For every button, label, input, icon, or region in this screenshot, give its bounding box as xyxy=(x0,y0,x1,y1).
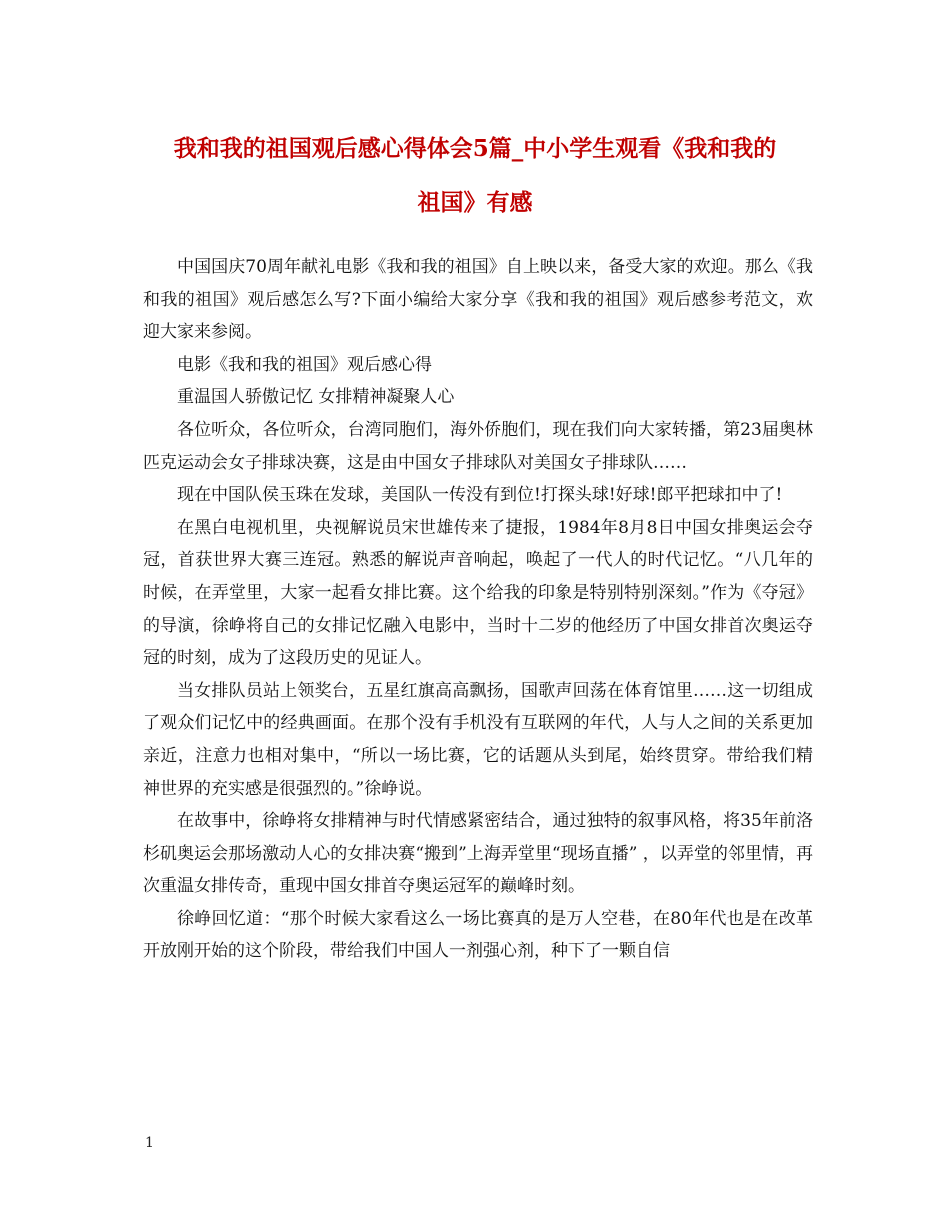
paragraph-serve: 现在中国队侯玉珠在发球，美国队一传没有到位!打探头球!好球!郎平把球扣中了! xyxy=(177,485,783,506)
document-body xyxy=(143,251,813,968)
paragraph-recollection: 徐峥回忆道：“那个时候大家看这么一场比赛真的是万人空巷，在80年代也是在改革开放刚开始的这个阶段，带给我们中国人一剂强心剂，种下了一颗自信 xyxy=(143,908,813,962)
paragraph-heading-2: 重温国人骄傲记忆 女排精神凝聚人心 xyxy=(177,387,455,408)
document-title xyxy=(120,122,830,230)
page-number: 1 xyxy=(145,1135,154,1151)
paragraph-heading-1: 电影《我和我的祖国》观后感心得 xyxy=(177,354,432,375)
paragraph-tv-memory: 在黑白电视机里，央视解说员宋世雄传来了捷报，1984年8月8日中国女排奥运会夺冠，首获世界大赛三连冠。熟悉的解说声音响起，唤起了一代人的时代记忆。“八几年的时候，在弄堂里，大家一起看女排比赛。这个给我的印象是特别特别深刻。”作为《夺冠》的导演，徐峥将自己的女排记忆融入电影中，当时十二岁的他经历了中国女排首次奥运夺冠的时刻，成为了这段历史的见证人。 xyxy=(143,517,813,669)
paragraph-intro: 中国国庆70周年献礼电影《我和我的祖国》自上映以来，备受大家的欢迎。那么《我和我的祖国》观后感怎么写?下面小编给大家分享《我和我的祖国》观后感参考范文，欢迎大家来参阅。 xyxy=(143,257,813,343)
paragraph-story: 在故事中，徐峥将女排精神与时代情感紧密结合，通过独特的叙事风格，将35年前洛杉矶奥运会那场激动人心的女排决赛“搬到”上海弄堂里“现场直播” ，以弄堂的邻里情，再次重温女排传奇，重现中国女排首夺奥运冠军的巅峰时刻。 xyxy=(143,811,813,897)
title-line-1: 我和我的祖国观后感心得体会5篇_中小学生观看《我和我的 xyxy=(173,135,777,162)
paragraph-podium: 当女排队员站上领奖台，五星红旗高高飘扬，国歌声回荡在体育馆里……这一切组成了观众们记忆中的经典画面。在那个没有手机没有互联网的年代，人与人之间的关系更加亲近，注意力也相对集中，“所以一场比赛，它的话题从头到尾，始终贯穿。带给我们精神世界的充实感是很强烈的。”徐峥说。 xyxy=(143,680,813,799)
paragraph-broadcast: 各位听众，各位听众，台湾同胞们，海外侨胞们，现在我们向大家转播，第23届奥林匹克运动会女子排球决赛，这是由中国女子排球队对美国女子排球队…… xyxy=(143,419,813,473)
title-line-2: 祖国》有感 xyxy=(417,189,533,216)
